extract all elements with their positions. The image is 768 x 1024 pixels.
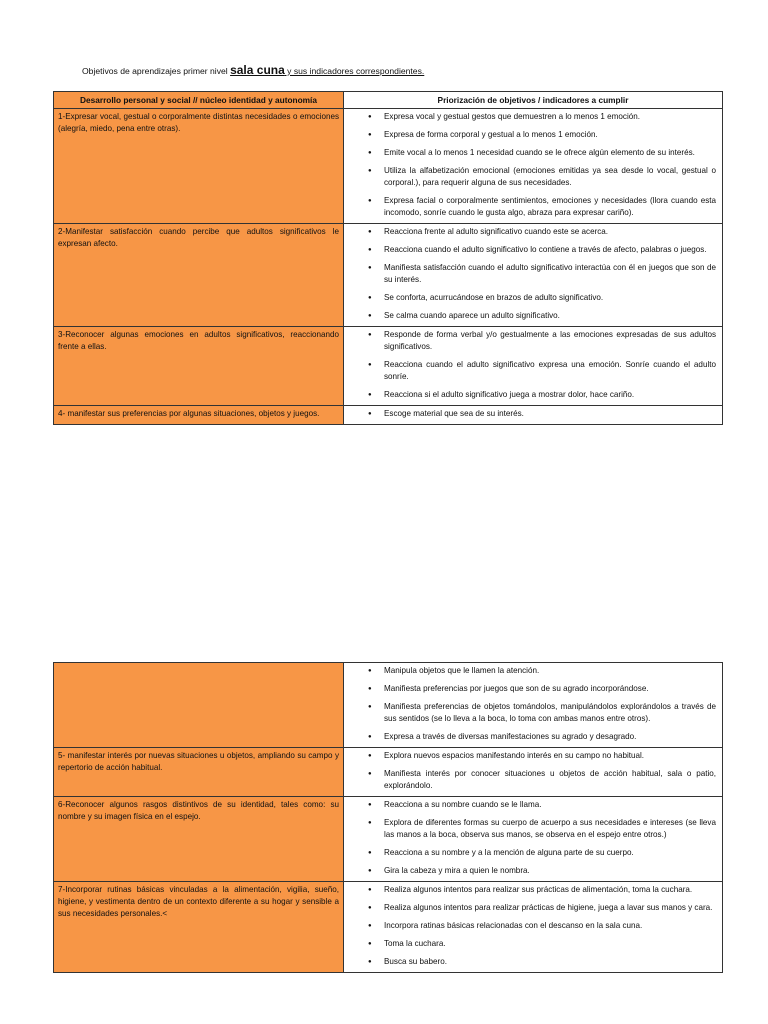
title-suffix: y sus indicadores correspondientes. (284, 66, 425, 76)
objective-cell: 2-Manifestar satisfacción cuando percibe que adultos significativos le expresan afecto. (54, 224, 344, 327)
indicator-item: ● Reacciona a su nombre cuando se le llama. (348, 799, 716, 811)
indicator-item: ● Incorpora ratinas básicas relacionadas con el descanso en la sala cuna. (348, 920, 716, 932)
table-row (54, 663, 723, 748)
indicators-cell (344, 882, 723, 973)
indicator-item: ● Se conforta, acurrucándose en brazos de adulto significativo. (348, 292, 716, 304)
objective-cell: 3-Reconocer algunas emociones en adultos significativos, reaccionando frente a ellas. (54, 327, 344, 406)
indicator-list (348, 408, 716, 420)
objectives-table-2-body (54, 663, 723, 973)
indicators-cell (344, 109, 723, 224)
indicator-item: ● Expresa vocal y gestual gestos que demuestren a lo menos 1 emoción. (348, 111, 716, 123)
table-row (54, 109, 723, 224)
objectives-table-1 (53, 91, 723, 425)
indicator-item: ● Reacciona si el adulto significativo juega a mostrar dolor, hace cariño. (348, 389, 716, 401)
indicator-item: ● Reacciona frente al adulto significativo cuando este se acerca. (348, 226, 716, 238)
indicator-item: ● Toma la cuchara. (348, 938, 716, 950)
indicator-list (348, 799, 716, 877)
indicator-item: ● Realiza algunos intentos para realizar prácticas de higiene, juega a lavar sus manos y cara. (348, 902, 716, 914)
indicators-cell (344, 406, 723, 425)
objective-cell: 6-Reconocer algunos rasgos distintivos de su identidad, tales como: su nombre y su imagen física en el espejo. (54, 797, 344, 882)
indicator-list (348, 884, 716, 968)
indicator-item: ● Expresa facial o corporalmente sentimientos, emociones y necesidades (llora cuando esta incomodo, sonríe cuando le gusta algo, abraza para expresar cariño). (348, 195, 716, 219)
indicator-list (348, 665, 716, 743)
objectives-table-2 (53, 662, 723, 973)
indicators-cell (344, 224, 723, 327)
header-indicators: Priorización de objetivos / indicadores a cumplir (344, 92, 723, 109)
indicator-item: ● Expresa de forma corporal y gestual a lo menos 1 emoción. (348, 129, 716, 141)
indicator-item: ● Explora de diferentes formas su cuerpo de acuerpo a sus necesidades e intereses (se lleva las manos a la boca, observa sus manos, se observa en el espejo entre otros.) (348, 817, 716, 841)
objective-cell: 5- manifestar interés por nuevas situaciones u objetos, ampliando su campo y repertorio de acción habitual. (54, 748, 344, 797)
indicators-cell (344, 748, 723, 797)
indicator-item: ● Realiza algunos intentos para realizar sus prácticas de alimentación, toma la cuchara. (348, 884, 716, 896)
indicator-item: ● Se calma cuando aparece un adulto significativo. (348, 310, 716, 322)
indicator-item: ● Expresa a través de diversas manifestaciones su agrado y desagrado. (348, 731, 716, 743)
objective-cell: 4- manifestar sus preferencias por algunas situaciones, objetos y juegos. (54, 406, 344, 425)
header-objectives: Desarrollo personal y social // núcleo identidad y autonomía (54, 92, 344, 109)
indicators-cell (344, 327, 723, 406)
title-emphasis: sala cuna (230, 63, 285, 77)
indicator-item: ● Manifiesta interés por conocer situaciones u objetos de acción habitual, sala o patio, explorándolo. (348, 768, 716, 792)
indicator-item: ● Reacciona cuando el adulto significativo lo contiene a través de afecto, palabras o juegos. (348, 244, 716, 256)
objective-cell: 7-Incorporar rutinas básicas vinculadas a la alimentación, vigilia, sueño, higiene, y vestimenta dentro de un contexto diferente a su hogar y sensible a sus necesidades personales.< (54, 882, 344, 973)
objective-cell (54, 663, 344, 748)
indicator-item: ● Reacciona a su nombre y a la mención de alguna parte de su cuerpo. (348, 847, 716, 859)
document-title (82, 63, 424, 77)
indicator-item: ● Manifiesta satisfacción cuando el adulto significativo interactúa con él en juegos que son de su interés. (348, 262, 716, 286)
indicator-item: ● Escoge material que sea de su interés. (348, 408, 716, 420)
indicator-item: ● Manifiesta preferencias de objetos tomándolos, manipulándolos explorándolos a través de sus sentidos (se lo lleva a la boca, lo toma con ambas manos entre otros). (348, 701, 716, 725)
indicators-cell (344, 663, 723, 748)
table-row (54, 406, 723, 425)
indicator-item: ● Utiliza la alfabetización emocional (emociones emitidas ya sea desde lo vocal, gestual o corporal.), para requerir alguna de sus necesidades. (348, 165, 716, 189)
table-row (54, 797, 723, 882)
indicator-list (348, 750, 716, 792)
table-row (54, 882, 723, 973)
indicator-item: ● Gira la cabeza y mira a quien le nombra. (348, 865, 716, 877)
objectives-table-1-body (54, 109, 723, 425)
indicator-item: ● Explora nuevos espacios manifestando interés en su campo no habitual. (348, 750, 716, 762)
indicator-item: ● Responde de forma verbal y/o gestualmente a las emociones expresadas de sus adultos significativos. (348, 329, 716, 353)
table-row (54, 224, 723, 327)
title-prefix: Objetivos de aprendizajes primer nivel (82, 66, 231, 76)
table-row (54, 748, 723, 797)
indicator-list (348, 111, 716, 219)
indicator-item: ● Reacciona cuando el adulto significativo expresa una emoción. Sonríe cuando el adulto sonríe. (348, 359, 716, 383)
indicator-item: ● Busca su babero. (348, 956, 716, 968)
indicator-item: ● Manifiesta preferencias por juegos que son de su agrado incorporándose. (348, 683, 716, 695)
table-header-row (54, 92, 723, 109)
table-row (54, 327, 723, 406)
indicator-item: ● Emite vocal a lo menos 1 necesidad cuando se le ofrece algún elemento de su interés. (348, 147, 716, 159)
indicator-item: ● Manipula objetos que le llamen la atención. (348, 665, 716, 677)
objective-cell: 1-Expresar vocal, gestual o corporalmente distintas necesidades o emociones (alegría, miedo, pena entre otras). (54, 109, 344, 224)
indicators-cell (344, 797, 723, 882)
indicator-list (348, 329, 716, 401)
indicator-list (348, 226, 716, 322)
